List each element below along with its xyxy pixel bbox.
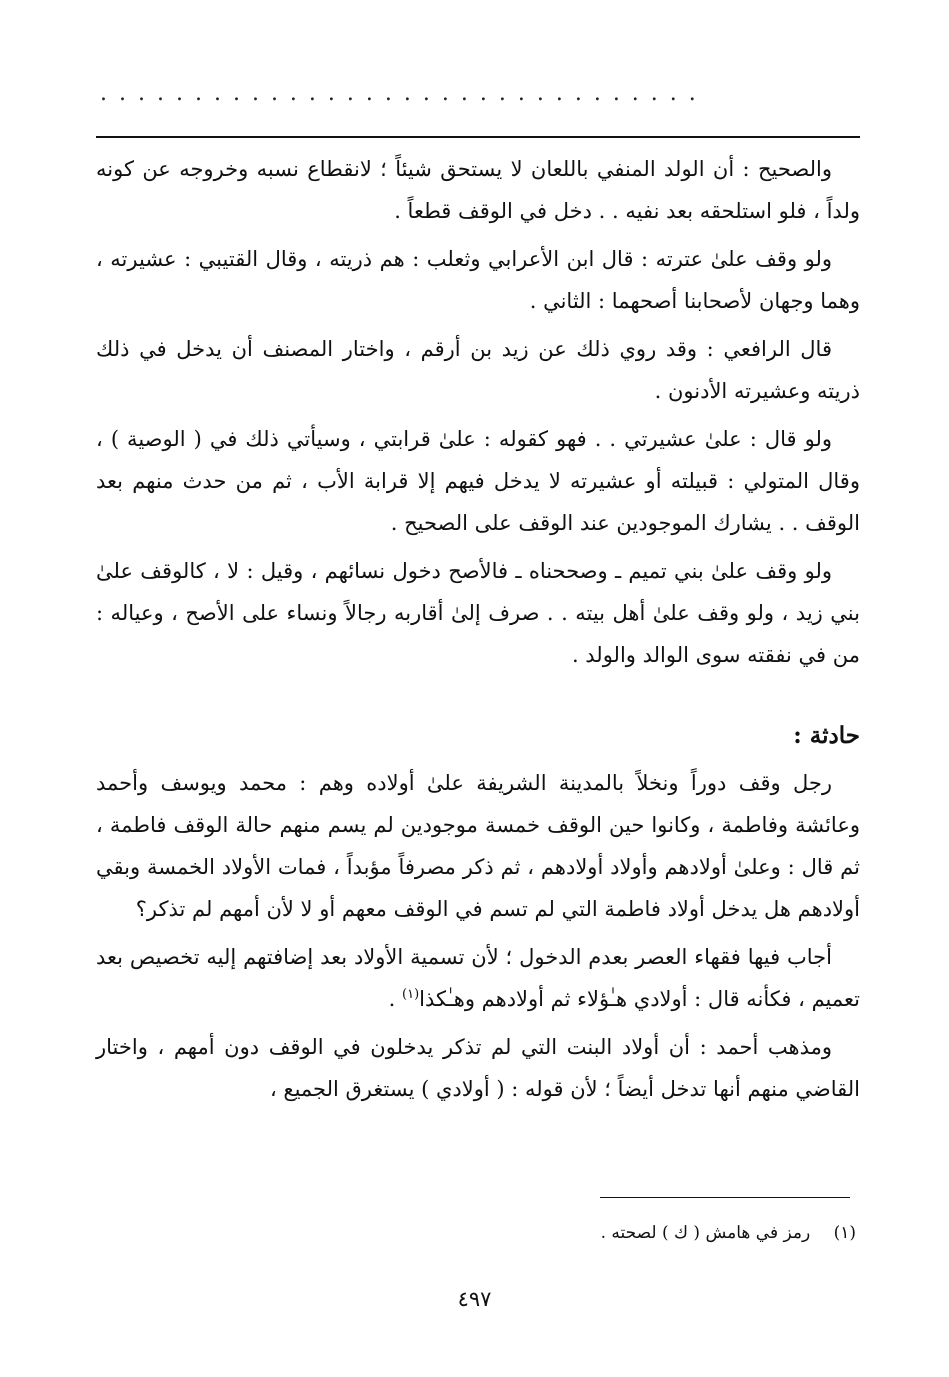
footnote — [96, 1218, 856, 1248]
header-dots: ................................ — [100, 84, 708, 104]
paragraph: والصحيح : أن الولد المنفي باللعان لا يستحق شيئاً ؛ لانقطاع نسبه وخروجه عن كونه ولداً ، فلو استلحقه بعد نفيه . . دخل في الوقف قطعاً . — [96, 157, 860, 223]
paragraph: قال الرافعي : وقد روي ذلك عن زيد بن أرقم ، واختار المصنف أن يدخل في ذلك ذريته وعشيرته الأدنون . — [96, 337, 860, 403]
footnote-text: رمز في هامش ( ك ) لصحته . — [600, 1223, 811, 1243]
paragraph: ولو قال : علىٰ عشيرتي . . فهو كقوله : علىٰ قرابتي ، وسيأتي ذلك في ( الوصية ) ، وقال المتولي : قبيلته أو عشيرته لا يدخل فيهم إلا قرابة الأب ، ثم من حدث منهم بعد الوقف . . يشارك الموجودين عند الوقف على الصحيح . — [96, 427, 860, 535]
footnote-marker: (١) — [402, 987, 420, 1002]
header-rule — [96, 136, 860, 138]
paragraph: ومذهب أحمد : أن أولاد البنت التي لم تذكر يدخلون في الوقف دون أمهم ، واختار القاضي منهم أنها تدخل أيضاً ؛ لأن قوله : ( أولادي ) يستغرق الجميع ، — [96, 1035, 860, 1101]
paragraph: ولو وقف علىٰ عترته : قال ابن الأعرابي وثعلب : هم ذريته ، وقال القتيبي : عشيرته ، وهما وجهان لأصحابنا أصحهما : الثاني . — [96, 247, 860, 313]
page-number: ٤٩٧ — [457, 1287, 492, 1311]
footnote-rule — [600, 1197, 850, 1198]
answer-text: أجاب فيها فقهاء العصر بعدم الدخول ؛ لأن تسمية الأولاد بعد إضافتهم إليه تخصيص بعد تعميم ، فكأنه قال : أولادي هـٰؤلاء ثم أولادهم وهـٰكذا — [96, 945, 860, 1011]
section-heading: حادثة : — [793, 722, 860, 749]
paragraph-answer — [96, 936, 860, 1020]
answer-end: . — [388, 987, 402, 1011]
main-text — [96, 148, 860, 1116]
paragraph: رجل وقف دوراً ونخلاً بالمدينة الشريفة علىٰ أولاده وهم : محمد ويوسف وأحمد وعائشة وفاطمة ، وكانوا حين الوقف خمسة موجودين لم يسم منهم حالة الوقف فاطمة ، ثم قال : وعلىٰ أولادهم وأولاد أولادهم ، ثم ذكر مصرفاً مؤبداً ، فمات الأولاد الخمسة وبقي أولادهم هل يدخل أولاد فاطمة التي لم تسم في الوقف معهم أو لا لأن أمهم لم تذكر؟ — [96, 771, 860, 921]
paragraph: ولو وقف علىٰ بني تميم ـ وصححناه ـ فالأصح دخول نسائهم ، وقيل : لا ، كالوقف علىٰ بني زيد ، ولو وقف علىٰ أهل بيته . . صرف إلىٰ أقاربه رجالاً ونساء على الأصح ، وعياله : من في نفقته سوى الوالد والولد . — [96, 559, 860, 667]
footnote-number: (١) — [833, 1223, 856, 1243]
